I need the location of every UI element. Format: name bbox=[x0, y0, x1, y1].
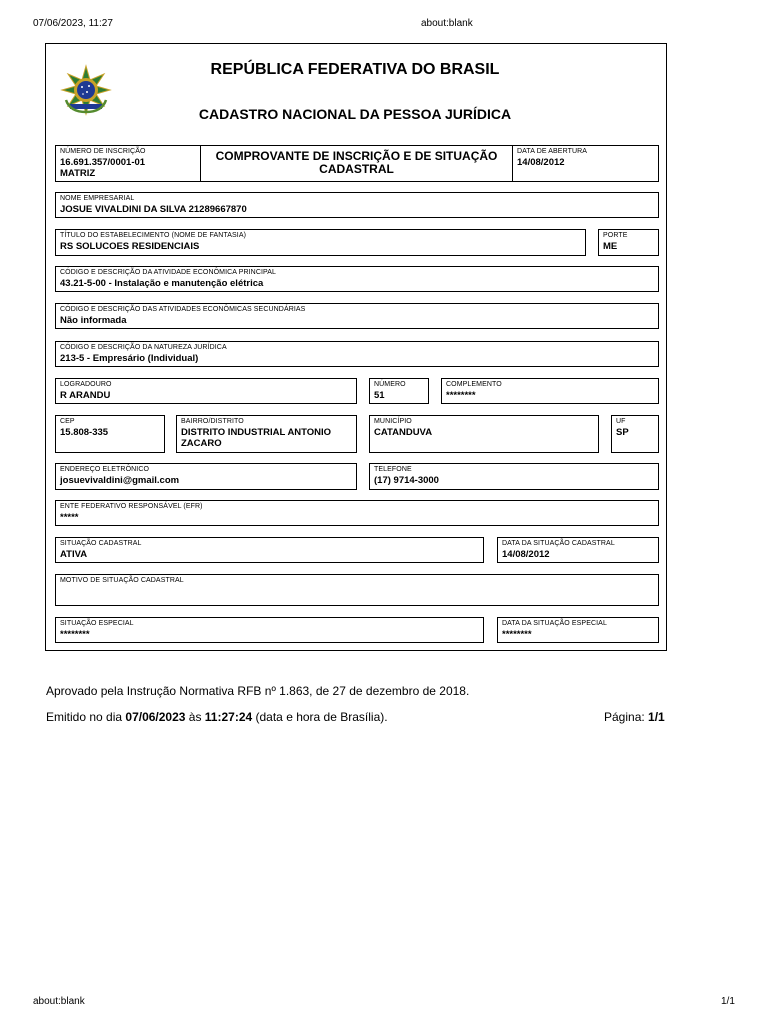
inscricao-label: NÚMERO DE INSCRIÇÃO bbox=[60, 148, 146, 155]
data-situacao-especial-box bbox=[497, 617, 659, 643]
comprovante-line1: COMPROVANTE DE INSCRIÇÃO E DE SITUAÇÃO bbox=[215, 149, 498, 163]
emitido-date: 07/06/2023 bbox=[125, 710, 186, 724]
data-situacao-value: 14/08/2012 bbox=[502, 549, 550, 560]
email-label: ENDEREÇO ELETRÔNICO bbox=[60, 466, 150, 473]
emitido-suffix: (data e hora de Brasília). bbox=[252, 710, 388, 724]
logradouro-box bbox=[55, 378, 357, 404]
fantasia-value: RS SOLUCOES RESIDENCIAIS bbox=[60, 241, 200, 252]
aprovado-note: Aprovado pela Instrução Normativa RFB nº 1.863, de 27 de dezembro de 2018. bbox=[46, 684, 470, 698]
municipio-value: CATANDUVA bbox=[374, 427, 433, 438]
pagina-label: Página: bbox=[604, 710, 649, 724]
situacao-value: ATIVA bbox=[60, 549, 88, 560]
print-footer-url: about:blank bbox=[33, 996, 85, 1007]
emitido-prefix: Emitido no dia bbox=[46, 710, 126, 724]
atividade-principal-label: CÓDIGO E DESCRIÇÃO DA ATIVIDADE ECONÔMICA PRINCIPAL bbox=[60, 269, 277, 276]
inscricao-number: 16.691.357/0001-01 bbox=[60, 157, 146, 168]
abertura-label: DATA DE ABERTURA bbox=[517, 148, 588, 155]
complemento-value: ******** bbox=[446, 390, 476, 401]
efr-box bbox=[55, 500, 659, 526]
natureza-value: 213-5 - Empresário (Individual) bbox=[60, 353, 199, 364]
situacao-label: SITUAÇÃO CADASTRAL bbox=[60, 540, 142, 547]
situacao-box bbox=[55, 537, 484, 563]
print-footer-page: 1/1 bbox=[721, 996, 735, 1007]
municipio-box bbox=[369, 415, 599, 453]
emitido-note bbox=[46, 710, 388, 724]
numero-box bbox=[369, 378, 429, 404]
telefone-box bbox=[369, 463, 659, 490]
complemento-label: COMPLEMENTO bbox=[446, 381, 502, 388]
emitido-mid: às bbox=[185, 710, 205, 724]
abertura-value: 14/08/2012 bbox=[517, 157, 565, 168]
brazil-coat-of-arms-icon bbox=[60, 64, 112, 116]
nome-box bbox=[55, 192, 659, 218]
emitido-time: 11:27:24 bbox=[204, 710, 253, 724]
numero-label: NÚMERO bbox=[374, 381, 406, 388]
municipio-label: MUNICÍPIO bbox=[374, 418, 412, 425]
bairro-box bbox=[176, 415, 357, 453]
atividade-principal-value: 43.21-5-00 - Instalação e manutenção elétrica bbox=[60, 278, 264, 289]
print-page-title: about:blank bbox=[421, 18, 473, 29]
numero-value: 51 bbox=[374, 390, 385, 401]
cep-box bbox=[55, 415, 165, 453]
natureza-box bbox=[55, 341, 659, 367]
porte-value: ME bbox=[603, 241, 618, 252]
data-situacao-label: DATA DA SITUAÇÃO CADASTRAL bbox=[502, 540, 615, 547]
telefone-label: TELEFONE bbox=[374, 466, 412, 473]
uf-label: UF bbox=[616, 418, 626, 425]
pagina-value: 1/1 bbox=[648, 710, 665, 724]
situacao-especial-label: SITUAÇÃO ESPECIAL bbox=[60, 620, 134, 627]
comprovante-title bbox=[200, 145, 513, 182]
data-situacao-especial-label: DATA DA SITUAÇÃO ESPECIAL bbox=[502, 620, 607, 627]
cep-label: CEP bbox=[60, 418, 75, 425]
porte-label: PORTE bbox=[603, 232, 628, 239]
efr-value: ***** bbox=[60, 512, 79, 523]
abertura-box bbox=[512, 145, 659, 182]
bairro-line1: DISTRITO INDUSTRIAL ANTONIO bbox=[181, 427, 332, 438]
page-title: REPÚBLICA FEDERATIVA DO BRASIL bbox=[210, 61, 500, 78]
uf-box bbox=[611, 415, 659, 453]
pagina-note bbox=[604, 710, 665, 724]
porte-box bbox=[598, 229, 659, 256]
atividade-principal-box bbox=[55, 266, 659, 292]
atividades-secundarias-value: Não informada bbox=[60, 315, 127, 326]
motivo-label: MOTIVO DE SITUAÇÃO CADASTRAL bbox=[60, 577, 184, 584]
nome-label: NOME EMPRESARIAL bbox=[60, 195, 135, 202]
uf-value: SP bbox=[616, 427, 629, 438]
cep-value: 15.808-335 bbox=[60, 427, 109, 438]
fantasia-box bbox=[55, 229, 586, 256]
atividades-secundarias-label: CÓDIGO E DESCRIÇÃO DAS ATIVIDADES ECONÔMICAS SECUNDÁRIAS bbox=[60, 306, 306, 313]
telefone-value: (17) 9714-3000 bbox=[374, 475, 439, 486]
page-subtitle: CADASTRO NACIONAL DA PESSOA JURÍDICA bbox=[198, 106, 512, 122]
inscricao-type: MATRIZ bbox=[60, 168, 96, 179]
situacao-especial-box bbox=[55, 617, 484, 643]
data-situacao-box bbox=[497, 537, 659, 563]
fantasia-label: TÍTULO DO ESTABELECIMENTO (NOME DE FANTASIA) bbox=[60, 232, 247, 239]
logradouro-label: LOGRADOURO bbox=[60, 381, 112, 388]
atividades-secundarias-box bbox=[55, 303, 659, 329]
bairro-line2: ZACARO bbox=[181, 438, 222, 449]
print-timestamp: 07/06/2023, 11:27 bbox=[33, 18, 113, 29]
natureza-label: CÓDIGO E DESCRIÇÃO DA NATUREZA JURÍDICA bbox=[60, 344, 227, 351]
bairro-label: BAIRRO/DISTRITO bbox=[181, 418, 244, 425]
nome-value: JOSUE VIVALDINI DA SILVA 21289667870 bbox=[60, 204, 247, 215]
logradouro-value: R ARANDU bbox=[60, 390, 111, 401]
efr-label: ENTE FEDERATIVO RESPONSÁVEL (EFR) bbox=[60, 503, 203, 510]
inscricao-box bbox=[55, 145, 201, 182]
email-value: josuevivaldini@gmail.com bbox=[60, 475, 180, 486]
situacao-especial-value: ******** bbox=[60, 629, 90, 640]
motivo-box bbox=[55, 574, 659, 606]
complemento-box bbox=[441, 378, 659, 404]
data-situacao-especial-value: ******** bbox=[502, 629, 532, 640]
email-box bbox=[55, 463, 357, 490]
comprovante-line2: CADASTRAL bbox=[319, 162, 394, 176]
